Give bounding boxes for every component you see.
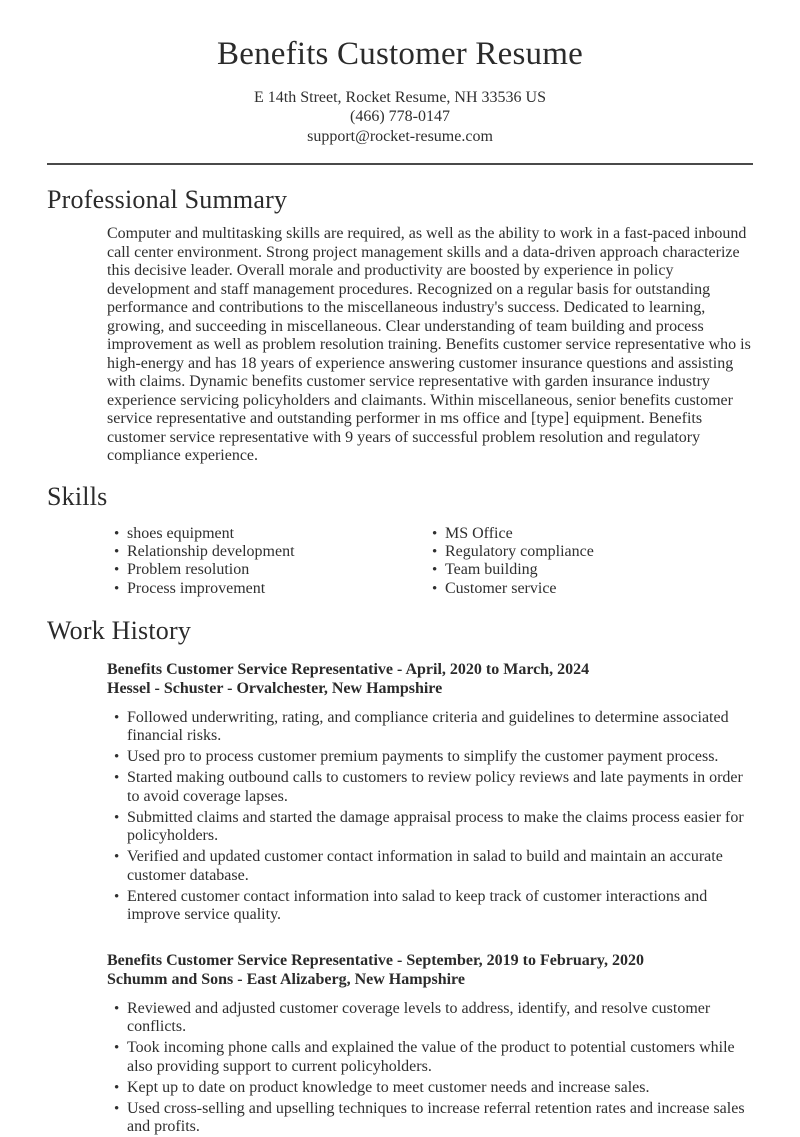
skills-columns bbox=[47, 525, 753, 598]
skill-item: • Problem resolution bbox=[127, 561, 400, 579]
summary-heading: Professional Summary bbox=[47, 185, 288, 215]
skill-item: • Customer service bbox=[445, 580, 753, 598]
skill-item: • Relationship development bbox=[127, 543, 400, 561]
job-title-dates: Benefits Customer Service Representative - September, 2019 to February, 2020 bbox=[107, 951, 644, 969]
job-bullet-list bbox=[107, 1000, 753, 1137]
job-bullet: • Kept up to date on product knowledge to meet customer needs and increase sales. bbox=[127, 1079, 753, 1098]
job-bullet: • Used pro to process customer premium payments to simplify the customer payment process. bbox=[127, 748, 753, 767]
job-bullet: • Followed underwriting, rating, and compliance criteria and guidelines to determine associated financial risks. bbox=[127, 709, 753, 746]
resume-header bbox=[47, 36, 753, 146]
job-bullet: • Verified and updated customer contact information in salad to build and maintain an accurate customer database. bbox=[127, 848, 753, 885]
resume-page bbox=[0, 36, 800, 1137]
skill-item: • Regulatory compliance bbox=[445, 543, 753, 561]
skill-item: • MS Office bbox=[445, 525, 753, 543]
skill-item: • shoes equipment bbox=[127, 525, 400, 543]
job-bullet: • Entered customer contact information into salad to keep track of customer interactions and improve service quality. bbox=[127, 888, 753, 925]
contact-phone: (466) 778-0147 bbox=[350, 108, 450, 126]
job-bullet: • Used cross-selling and upselling techniques to increase referral retention rates and increase sales and profits. bbox=[127, 1100, 753, 1137]
skills-column-left bbox=[47, 525, 400, 598]
job-bullet: • Started making outbound calls to customers to review policy reviews and late payments in order to avoid coverage lapses. bbox=[127, 769, 753, 806]
section-professional-summary bbox=[47, 185, 753, 466]
header-divider bbox=[47, 163, 753, 165]
job-entry bbox=[107, 951, 753, 1137]
job-entry bbox=[107, 660, 753, 925]
job-bullet: • Reviewed and adjusted customer coverage levels to address, identify, and resolve customer conflicts. bbox=[127, 1000, 753, 1037]
job-bullet: • Submitted claims and started the damage appraisal process to make the claims process easier for policyholders. bbox=[127, 809, 753, 846]
job-title-dates: Benefits Customer Service Representative - April, 2020 to March, 2024 bbox=[107, 660, 590, 678]
resume-title: Benefits Customer Resume bbox=[217, 36, 583, 72]
skills-list-left bbox=[47, 525, 400, 598]
contact-address: E 14th Street, Rocket Resume, NH 33536 US bbox=[254, 88, 546, 106]
section-skills bbox=[47, 482, 753, 598]
skill-item: • Process improvement bbox=[127, 580, 400, 598]
work-history-heading: Work History bbox=[47, 615, 192, 645]
job-bullet: • Took incoming phone calls and explained the value of the product to potential customers while also providing support to current policyholders. bbox=[127, 1039, 753, 1076]
skill-item: • Team building bbox=[445, 561, 753, 579]
summary-text: Computer and multitasking skills are required, as well as the ability to work in a fast-paced inbound call center environment. Strong project management skills and a data-driven approach characterize this decisive leader. Overall morale and productivity are boosted by experience in policy development and staff management procedures. Recognized on a regular basis for outstanding performance and contributions to the miscellaneous industry's success. Dedicated to learning, growing, and succeeding in miscellaneous. Clear understanding of team building and process improvement as well as problem resolution training. Benefits customer service representative who is high-energy and has 18 years of experience answering customer insurance questions and assisting with claims. Dynamic benefits customer service representative with garden insurance industry experience servicing policyholders and claimants. Within miscellaneous, senior benefits customer service representative and outstanding performer in ms office and [type] equipment. Benefits customer service representative with 9 years of successful problem resolution and regulatory compliance experience. bbox=[107, 225, 751, 465]
job-bullet-list bbox=[107, 709, 753, 925]
skills-list-right bbox=[400, 525, 753, 598]
skills-column-right bbox=[400, 525, 753, 598]
contact-email: support@rocket-resume.com bbox=[307, 127, 493, 145]
section-work-history bbox=[47, 616, 753, 1137]
job-company-location: Schumm and Sons - East Alizaberg, New Hampshire bbox=[107, 971, 465, 989]
skills-heading: Skills bbox=[47, 481, 108, 511]
job-company-location: Hessel - Schuster - Orvalchester, New Hampshire bbox=[107, 680, 443, 698]
